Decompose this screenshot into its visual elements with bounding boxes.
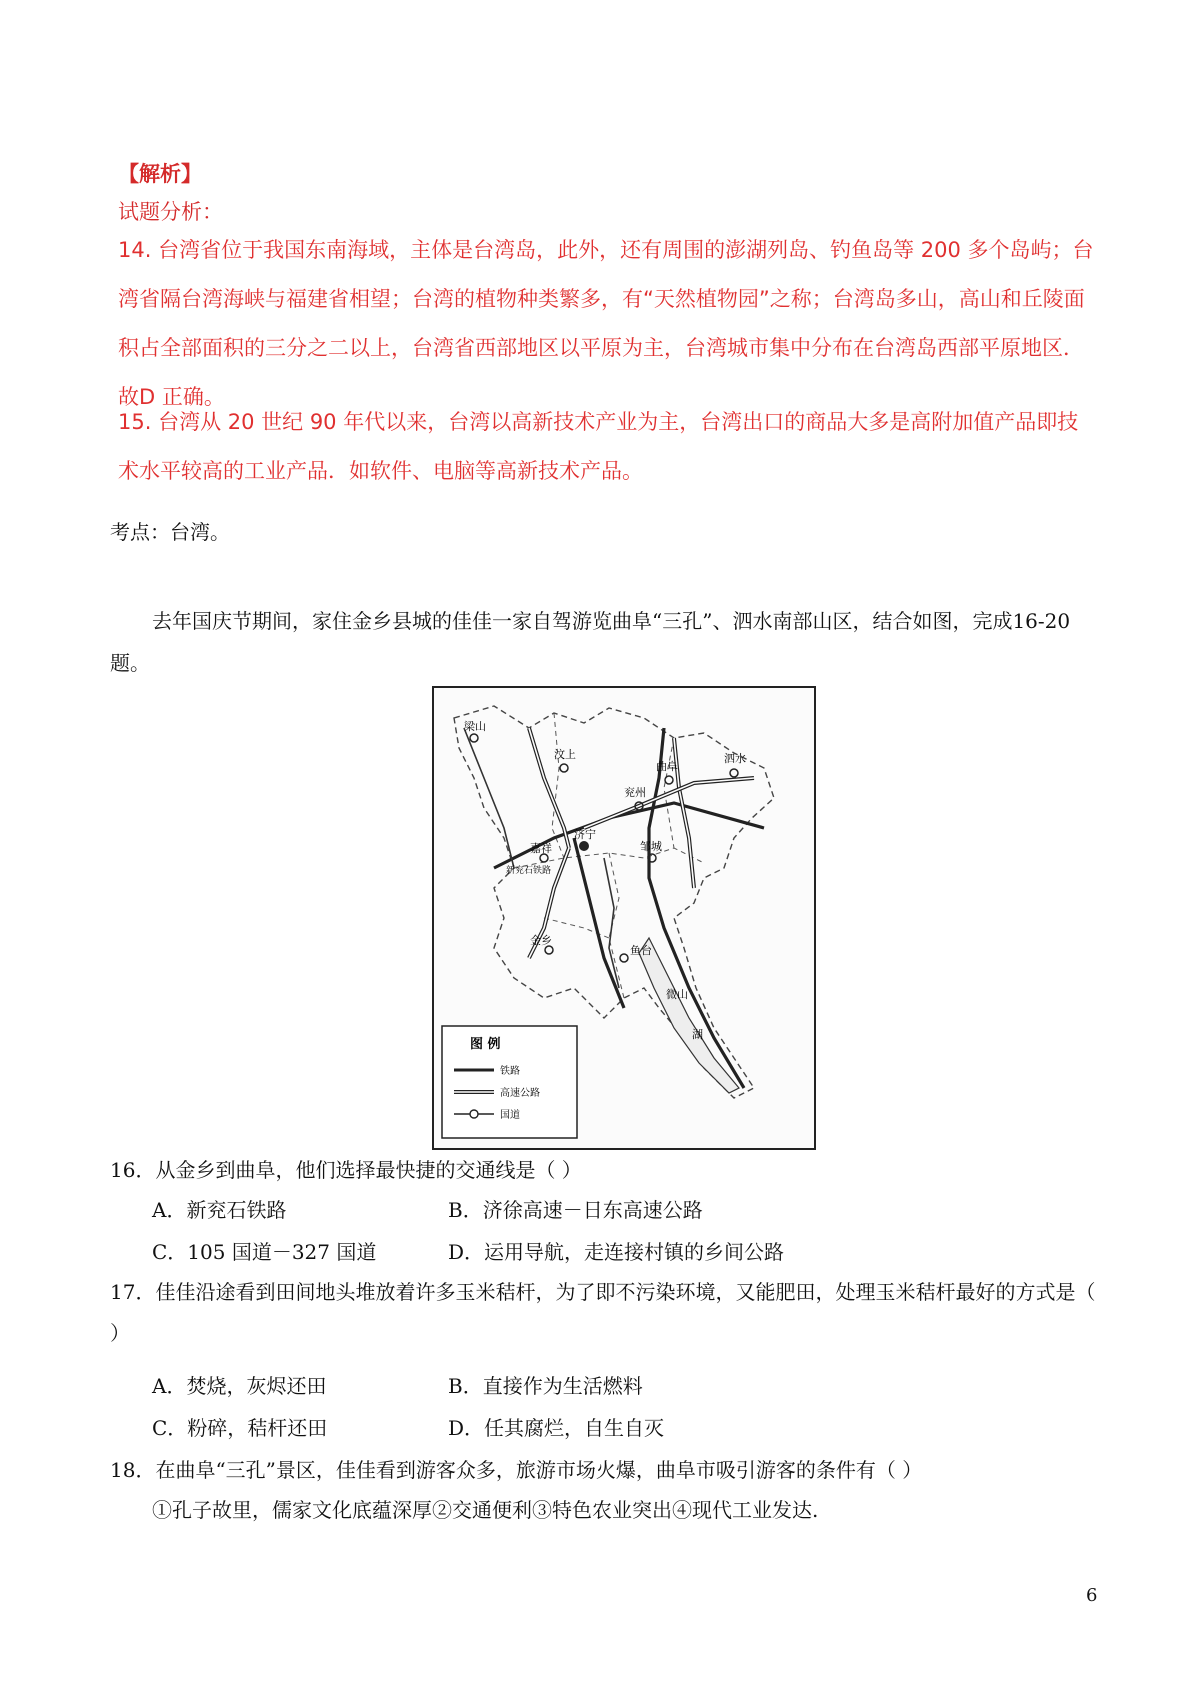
railway-line	[494, 803, 764, 868]
city-marker	[730, 769, 738, 777]
map-label: 济宁	[574, 828, 596, 841]
city-marker-prefecture	[579, 841, 589, 851]
question-18-stem: 18．在曲阜“三孔”景区，佳佳看到游客众多，旅游市场火爆，曲阜市吸引游客的条件有（ ）	[110, 1458, 923, 1482]
city-marker	[470, 734, 478, 742]
map-label: 金乡	[530, 934, 552, 947]
map-label: 嘉祥	[530, 842, 552, 855]
question-17-option-c[interactable]: C．粉碎，秸杆还田	[152, 1416, 328, 1440]
question-17-option-b[interactable]: B．直接作为生活燃料	[448, 1374, 643, 1398]
legend-box	[442, 1026, 577, 1138]
question-18-choices: ①孔子故里，儒家文化底蕴深厚②交通便利③特色农业突出④现代工业发达.	[152, 1498, 819, 1522]
analysis-item-15: 15. 台湾从 20 世纪 90 年代以来，台湾以高新技术产业为主，台湾出口的商品大多是高附加值产品即技术水平较高的工业产品．如软件、电脑等高新技术产品。	[118, 410, 1079, 483]
question-16-option-a[interactable]: A．新兖石铁路	[152, 1198, 287, 1222]
legend-item: 铁路	[500, 1066, 520, 1077]
map-label: 新兖石铁路	[506, 866, 552, 876]
analysis-header: 【解析】	[118, 162, 202, 186]
question-16-option-b[interactable]: B．济徐高速－日东高速公路	[448, 1198, 703, 1222]
city-marker	[665, 776, 673, 784]
analysis-subheader: 试题分析：	[118, 200, 223, 224]
question-16-option-d[interactable]: D．运用导航，走连接村镇的乡间公路	[448, 1240, 785, 1264]
legend-title: 图 例	[470, 1037, 501, 1052]
map-label: 汶上	[554, 748, 576, 761]
map-label: 兖州	[624, 786, 646, 799]
analysis-item-14: 14. 台湾省位于我国东南海域，主体是台湾岛，此外，还有周围的澎湖列岛、钓鱼岛等 200 多个岛屿；台湾省隔台湾海峡与福建省相望；台湾的植物种类繁多，有“天然植物园”之称；台湾岛多山，高山和丘陵面积占全部面积的三分之二以上，台湾省西部地区以平原为主，台湾城市集中分布在台湾岛西部平原地区．故D 正确。	[118, 238, 1094, 409]
city-marker	[620, 954, 628, 962]
question-17-stem: 17．佳佳沿途看到田间地头堆放着许多玉米秸杆，为了即不污染环境，又能肥田，处理玉米秸杆最好的方式是（ ）	[110, 1280, 1096, 1345]
map-label: 泗水	[724, 752, 746, 765]
railway-line	[574, 838, 624, 1008]
jining-map	[434, 688, 814, 1148]
legend-item: 国道	[500, 1110, 520, 1121]
legend-road-marker	[470, 1110, 478, 1118]
city-marker	[560, 764, 568, 772]
question-16-stem: 16．从金乡到曲阜，他们选择最快捷的交通线是（ ）	[110, 1158, 582, 1182]
kaodian: 考点：台湾。	[110, 520, 230, 544]
city-marker	[545, 946, 553, 954]
map-label: 鱼台	[630, 944, 652, 957]
question-intro: 去年国庆节期间，家住金乡县城的佳佳一家自驾游览曲阜“三孔”、泗水南部山区，结合如图，完成16-20题。	[110, 609, 1071, 675]
question-17-option-d[interactable]: D．任其腐烂，自生自灭	[448, 1416, 665, 1440]
map-label: 湖	[692, 1028, 703, 1041]
map-label: 邹城	[640, 840, 662, 853]
page-number: 6	[1086, 1585, 1098, 1606]
map-label: 梁山	[464, 720, 486, 733]
question-16-option-c[interactable]: C．105 国道－327 国道	[152, 1240, 377, 1264]
map-label: 微山	[666, 988, 688, 1001]
city-marker	[540, 854, 548, 862]
map-figure	[432, 686, 816, 1150]
legend-item: 高速公路	[500, 1088, 540, 1099]
lake	[639, 938, 739, 1093]
map-label: 曲阜	[656, 760, 678, 773]
question-17-option-a[interactable]: A．焚烧，灰烬还田	[152, 1374, 327, 1398]
